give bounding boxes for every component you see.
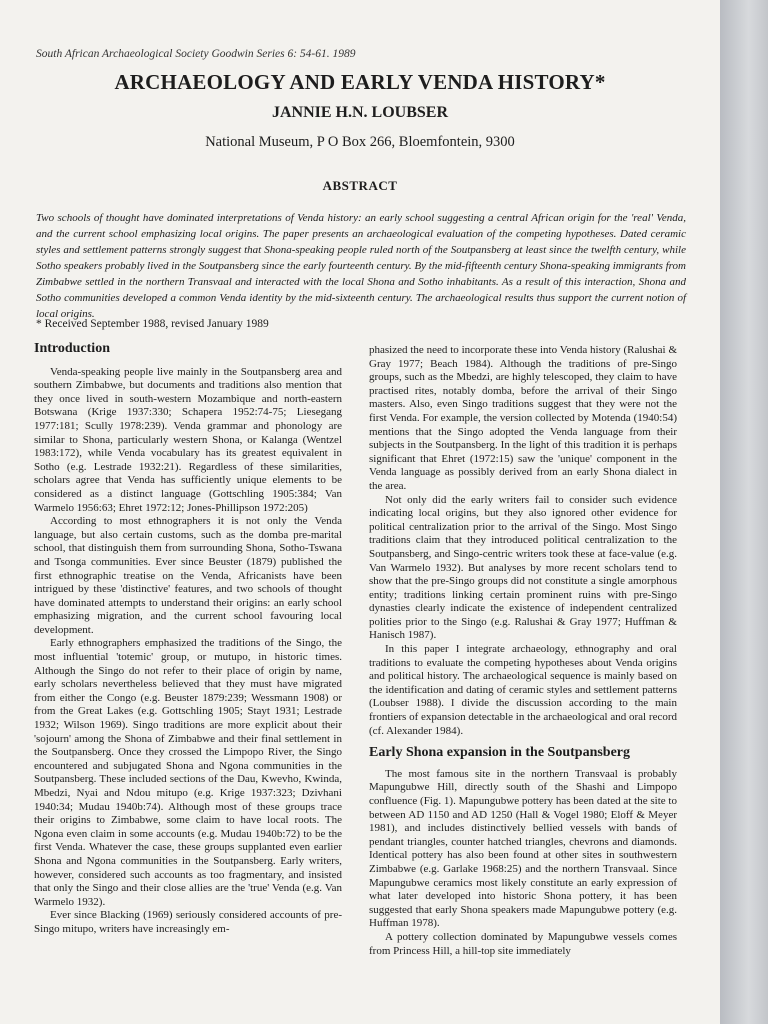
intro-paragraph-3: Early ethnographers emphasized the traditions of the Singo, the most influential 'totemic' group, or mutupo, in historic times. Although the Singo do not refer to their place of origin by name, early scholars nevertheless believed that they must have migrated from either the Congo (e.g. Beuster 1879:239; Wessmann 1908) or from the Great Lakes (e.g. Gottschling 1905; Stayt 1931; Lestrade 1932; Wilson 1969). Singo traditions are more explicit about their 'sojourn' among the Shona of Zimbabwe and their final settlement in the Soutpansberg. Once they crossed the Limpopo River, the Singo encountered and subjugated Shona and Ngona communities in the Soutpansberg. These included sections of the Dau, Kwevho, Kwinda, Mbedzi, Nyai and Ndou mitupo (e.g. Krige 1937:323; Dzivhani 1940:34; Mudau 1940b:74). Although most of these groups trace their origins to Zimbabwe, some claim to have local roots. The Ngona even claim in some accounts (e.g. Mudau 1940b:72) to be the first Venda. Whatever the case, these groups supplanted even earlier Shona and Ngona communities in the Soutpansberg. Early writers, however, considered such accounts as too fragmentary, and insisted that only the Singo and their close allies are the 'true' Venda (e.g. Van Warmelo 1932). xyxy=(34,637,342,908)
author-affiliation: National Museum, P O Box 266, Bloemfontein, 9300 xyxy=(205,134,515,150)
author-name: JANNIE H.N. LOUBSER xyxy=(271,104,449,121)
series-line: South African Archaeological Society Goodwin Series 6: 54-61. 1989 xyxy=(36,48,356,60)
right-paragraph-2: Not only did the early writers fail to consider such evidence indicating local origins, but they also ignored other evidence for political centralization prior to the arrival of the Singo. Most Singo traditions claim that they introduced political centralization to the Soutpansberg, and Singo-centric writers took these at face-value (e.g. Van Warmelo 1932). But analyses by more recent scholars tend to show that the pre-Singo groups did not constitute a single amorphous entity; traditions linking certain prominent ruins with pre-Singo dynasties clearly indicate the existence of independent centralized polities prior to the Singo (e.g. Ralushai & Gray 1977; Huffman & Hanisch 1987). xyxy=(369,493,677,642)
right-paragraph-1: phasized the need to incorporate these into Venda history (Ralushai & Gray 1977; Beach 1984). Although the traditions of pre-Singo groups, such as the Mbedzi, are highly telescoped, they claim to have practised rites, notably domba, before the arrival of their Singo masters. Also, even Singo traditions suggest that they were not the first Venda. For example, the version collected by Motenda (1940:54) mentions that the Singo adopted the Venda language from their subjects in the Soutpansberg. In the light of this tradition it is perhaps significant that Ehret (1972:15) saw the 'unique' component in the Venda language as possibly derived from an early Shona dialect in the area. xyxy=(369,344,677,492)
abstract-heading: ABSTRACT xyxy=(322,178,398,193)
left-column xyxy=(34,340,342,937)
section-heading-shona: Early Shona expansion in the Soutpansberg xyxy=(369,745,631,761)
intro-paragraph-4: Ever since Blacking (1969) seriously considered accounts of pre-Singo mitupo, writers have increasingly em- xyxy=(34,909,342,935)
received-note: * Received September 1988, revised January 1989 xyxy=(36,318,269,330)
page-edge-shadow xyxy=(720,0,768,1024)
paper-title: ARCHAEOLOGY AND EARLY VENDA HISTORY* xyxy=(114,70,606,94)
right-column xyxy=(369,344,677,958)
shona-paragraph-2: A pottery collection dominated by Mapungubwe vessels comes from Princess Hill, a hill-top site immediately xyxy=(369,930,677,957)
shona-paragraph-1: The most famous site in the northern Transvaal is probably Mapungubwe Hill, directly south of the Shashi and Limpopo confluence (Fig. 1). Mapungubwe pottery has been dated at the site to between AD 1150 and AD 1250 (Hall & Vogel 1980; Eloff & Meyer 1981), and includes distinctively bellied vessels with bands of pendant triangles, counter hatched triangles, chevrons and diamonds. Identical pottery has also been found at other sites in southwestern Zimbabwe (e.g. Garlake 1968:25) and the northern Transvaal. Since Mapungubwe ceramics most likely constitute an early expression of what later developed into historic Shona pottery, it has been suggested that early Shona speakers made Mapungubwe pottery (e.g. Huffman 1978). xyxy=(369,767,677,930)
intro-paragraph-2: According to most ethnographers it is not only the Venda language, but also certain customs, such as the domba pre-marital school, that distinguish them from surrounding Shona, Sotho-Tswana and Tsonga communities. Ever since Beuster (1879) published the first ethnographic treatise on the Venda, Africanists have been intrigued by these 'distinctive' features, and two schools of thought have dominated attempts to understand their origins: an early school emphasizing migration, and the current school favouring local development. xyxy=(34,515,342,636)
abstract-text: Two schools of thought have dominated interpretations of Venda history: an early school suggesting a central African origin for the 'real' Venda, and the current school emphasizing local origins. The paper presents an archaeological evaluation of the competing hypotheses. Dated ceramic styles and settlement patterns strongly suggest that Shona-speaking people ruled north of the Soutpansberg at least since the twelfth century, while Sotho speakers probably lived in the Soutpansberg since the early fourteenth century. By the mid-fifteenth century Shona-speaking immigrants from Zimbabwe settled in the northern Transvaal and interacted with the local Shona and Sotho inhabitants. As a result of this interaction, Shona and Sotho communities developed a common Venda identity by the mid-sixteenth century. The archaeological results thus support the current notion of local origins. xyxy=(36,212,686,320)
right-paragraph-3: In this paper I integrate archaeology, ethnography and oral traditions to evaluate the competing hypotheses about Venda origins and political history. The archaeological sequence is mainly based on the identification and dating of ceramic styles and settlement patterns (Loubser 1988). I divide the discussion according to the main frontiers of expansion detectable in the archaeological and oral record (cf. Alexander 1984). xyxy=(369,643,677,737)
introduction-heading: Introduction xyxy=(34,341,110,356)
intro-paragraph-1: Venda-speaking people live mainly in the Soutpansberg area and southern Zimbabwe, but documents and traditions also mention that they once lived in south-western Mozambique and north-eastern Botswana (Krige 1937:330; Schapera 1952:74-75; Liesegang 1977:181; Scully 1978:239). Venda grammar and phonology are similar to Shona, particularly western Shona, or Kalanga (Wentzel 1983:172), while Venda vocabulary has its greatest equivalent in Sotho (e.g. Lestrade 1932:21). Regardless of these similarities, scholars agree that Venda has sufficiently unique elements to be considered as a distinct language (Gottschling 1905:384; Van Warmelo 1956:63; Ehret 1972:12; Jones-Phillipson 1972:205) xyxy=(34,365,342,514)
